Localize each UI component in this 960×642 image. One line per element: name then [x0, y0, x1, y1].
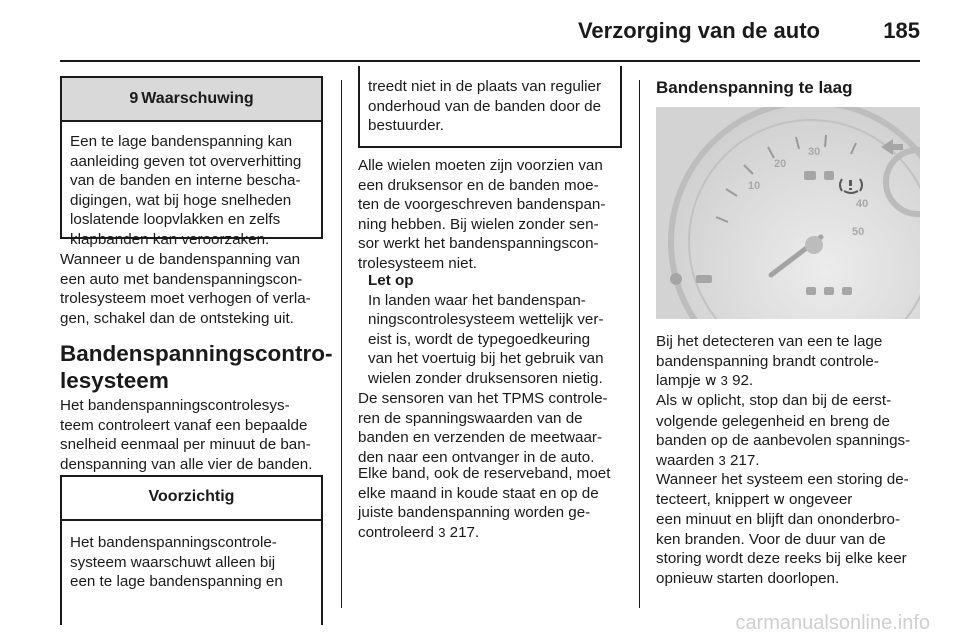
text-fragment: controleerd [358, 523, 439, 541]
dial-tick-label: 30 [808, 146, 821, 158]
watermark: carmanualsonline.info [735, 612, 930, 634]
text-line: banden en verzenden de meetwaar- [358, 429, 603, 447]
low-pressure-heading: Bandenspanning te laag [656, 78, 853, 97]
text-fragment: waarden [656, 451, 719, 469]
text-line: Bij het detecteren van een te lage [656, 333, 883, 350]
text-line: Wanneer het systeem een storing de- [656, 471, 909, 488]
text-line: banden op de aanbevolen spannings- [656, 432, 911, 450]
text-line: treedt niet in de plaats van regulier [368, 78, 602, 95]
instrument-cluster-photo [656, 107, 920, 319]
text-line: een druksensor en de banden moe- [358, 176, 599, 194]
text-line: loslatende loopvlakken en zelfs [70, 211, 281, 229]
page-reference-arrow-icon: 3 [438, 524, 446, 540]
needle-hub [805, 236, 823, 254]
page-number: 185 [883, 18, 920, 43]
text-line: trolesysteem niet. [358, 254, 478, 272]
text-line: ning hebben. Bij wielen zonder sen- [358, 215, 599, 233]
page-reference[interactable]: 217. [725, 451, 760, 469]
header-rule [60, 60, 920, 62]
warning-box-title: Waarschuwing [141, 90, 254, 107]
text-line: snelheid eenmaal per minuut de ban- [60, 436, 311, 454]
text-line: den naar een ontvanger in de auto. [358, 448, 595, 466]
column-divider-left [341, 80, 342, 608]
text-line: De sensoren van het TPMS controle- [358, 390, 608, 407]
warning-box-body [62, 122, 321, 258]
text-line [656, 391, 926, 412]
section-heading [60, 340, 335, 394]
sensor-paragraph [358, 156, 630, 274]
page-header-title: Verzorging van de auto [577, 18, 820, 43]
text-line: trolesysteem moet verhogen of verla- [60, 290, 311, 308]
heading-line: lesysteem [60, 368, 169, 393]
page-reference-arrow-icon: 3 [718, 452, 726, 468]
tire-pressure-warning-icon: w [704, 373, 717, 390]
tire-pressure-warning-icon: w [773, 491, 785, 508]
text-line: onderhoud van de banden door de [368, 97, 602, 115]
text-line [656, 451, 926, 471]
text-line: een minuut en blijft dan ononderbro- [656, 511, 901, 529]
text-line: In landen waar het bandenspan- [368, 291, 586, 309]
detect-paragraph [656, 332, 926, 392]
text-line [656, 490, 926, 511]
warning-box-header [62, 78, 321, 122]
text-line: juiste bandenspanning worden ge- [358, 504, 591, 522]
text-line: ren de spanningswaarden van de [358, 409, 583, 427]
text-line: Een te lage bandenspanning kan [70, 133, 293, 150]
text-line: eist is, wordt de typegoedkeuring [368, 330, 591, 348]
text-line: bestuurder. [368, 117, 444, 135]
warning-continued-body [360, 66, 620, 144]
text-line: aanleiding geven tot oververhitting [70, 152, 302, 170]
note-label: Let op [368, 272, 414, 289]
text-fragment: Als [656, 392, 682, 409]
monthly-check-paragraph [358, 464, 630, 542]
text-line: een te lage bandenspanning en [70, 573, 283, 591]
text-line: Elke band, ook de reserveband, moet [358, 465, 611, 482]
column-divider-right [639, 80, 640, 608]
text-line: sor werkt het bandenspanningscon- [358, 235, 599, 253]
text-line: een auto met bandenspanningscon- [60, 270, 303, 288]
text-line: elke maand in koude staat en op de [358, 484, 599, 502]
tire-pressure-warning-icon: w [681, 393, 693, 409]
text-line: systeem waarschuwt alleen bij [70, 553, 276, 571]
text-line: storing wordt deze reeks bij elke keer [656, 550, 907, 568]
warning-box [60, 76, 323, 248]
text-line: Wanneer u de bandenspanning van [60, 251, 301, 268]
caution-box-title: Voorzichtig [148, 488, 235, 505]
indicator-lamp-icon [670, 273, 682, 285]
warning-triangle-icon: 9 [129, 90, 139, 107]
text-line: wielen zonder druksensoren nietig. [368, 369, 603, 387]
text-fragment: ongeveer [784, 490, 853, 508]
note-block [368, 271, 630, 389]
text-line [656, 371, 926, 392]
text-line: teem controleert vanaf een bepaalde [60, 416, 308, 434]
text-line: ken branden. Voor de duur van de [656, 530, 886, 548]
dial-tick-label: 50 [852, 226, 865, 238]
dial-tick-label: 20 [774, 158, 787, 170]
text-line: Het bandenspanningscontrole- [70, 534, 277, 551]
text-line: volgende gelegenheid en breng de [656, 412, 890, 430]
text-line: gen, schakel dan de ontsteking uit. [60, 309, 294, 327]
text-fragment: oplicht, stop dan bij de eerst- [692, 392, 892, 409]
text-line: opnieuw starten doorlopen. [656, 569, 840, 587]
text-line: bandenspanning brandt controle- [656, 352, 879, 370]
text-line: Het bandenspanningscontrolesys- [60, 397, 290, 414]
instrument-cluster-illustration [656, 107, 920, 319]
caution-box-body [62, 521, 321, 600]
stop-paragraph [656, 391, 926, 470]
text-line: van het voertuig bij het gebruik van [368, 350, 604, 368]
text-line: digingen, wat bij hoge snelheden [70, 191, 292, 209]
section-paragraph [60, 396, 335, 474]
page-reference[interactable]: 217. [445, 523, 480, 541]
tpms-paragraph [358, 389, 630, 467]
page-reference[interactable]: 92. [727, 372, 754, 390]
text-line: Alle wielen moeten zijn voorzien van [358, 157, 603, 174]
page-reference-arrow-icon: 3 [720, 373, 728, 389]
text-line: klapbanden kan veroorzaken. [70, 230, 270, 248]
dial-tick-label: 40 [856, 198, 869, 210]
text-line: van de banden en interne bescha- [70, 172, 301, 190]
caution-box [60, 475, 323, 625]
heading-line: Bandenspanningscontro- [60, 341, 333, 366]
warning-box-continued [358, 66, 622, 148]
malfunction-paragraph [656, 470, 926, 589]
text-fragment: tecteert, knippert [656, 490, 774, 508]
text-fragment: lampje [656, 372, 705, 390]
text-line: denspanning van alle vier de banden. [60, 455, 313, 473]
ignition-paragraph [60, 250, 335, 328]
text-line [358, 523, 630, 543]
text-line: ningscontrolesysteem wettelijk ver- [368, 311, 604, 329]
text-line: ten de voorgeschreven bandenspan- [358, 196, 606, 214]
caution-box-header [62, 477, 321, 521]
dial-tick-label: 10 [748, 180, 761, 192]
